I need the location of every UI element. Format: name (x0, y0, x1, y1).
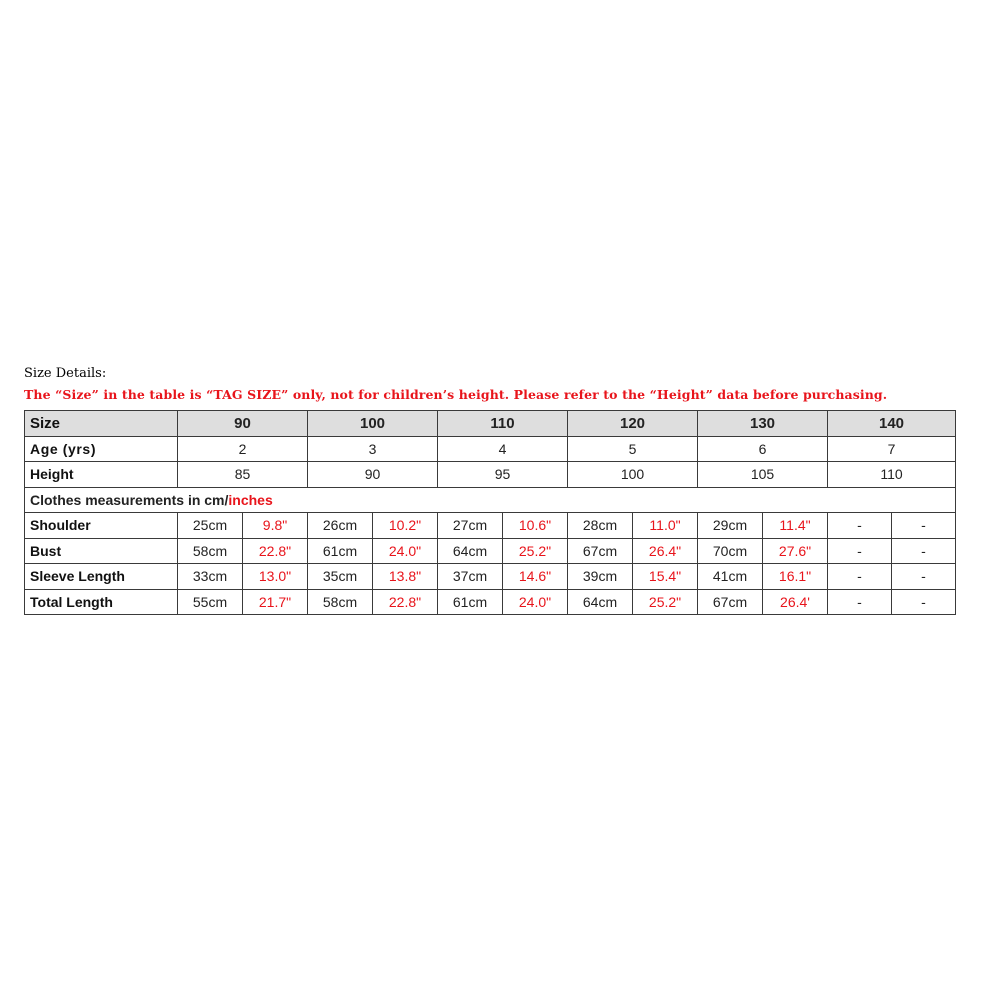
height-row (25, 462, 956, 488)
height-cell: 90 (308, 462, 438, 488)
section-row (25, 487, 956, 513)
cm-cell: 27cm (438, 513, 503, 539)
section-label-inches: inches (228, 491, 273, 508)
cm-cell: 37cm (438, 564, 503, 590)
cm-cell: 58cm (178, 538, 243, 564)
height-cell: 85 (178, 462, 308, 488)
cm-cell: 29cm (698, 513, 763, 539)
inch-cell: 10.2" (373, 513, 438, 539)
inch-cell: 25.2" (503, 538, 568, 564)
cm-cell: 64cm (438, 538, 503, 564)
empty-cell: - (892, 513, 956, 539)
inch-cell: 11.4" (763, 513, 828, 539)
empty-cell: - (828, 564, 892, 590)
inch-cell: 9.8" (243, 513, 308, 539)
cm-cell: 26cm (308, 513, 373, 539)
height-label: Height (25, 462, 178, 488)
empty-cell: - (892, 589, 956, 615)
cm-cell: 33cm (178, 564, 243, 590)
inch-cell: 14.6" (503, 564, 568, 590)
inch-cell: 21.7" (243, 589, 308, 615)
section-label: Clothes measurements in cm/ (30, 491, 229, 508)
age-label: Age (yrs) (25, 436, 178, 462)
size-notice: The “Size” in the table is “TAG SIZE” only, not for children’s height. Please refer to the “Height” data before purchasing. (24, 387, 888, 402)
cm-cell: 61cm (308, 538, 373, 564)
size-cell: 140 (828, 411, 956, 437)
cm-cell: 61cm (438, 589, 503, 615)
measurement-row-bust (25, 538, 956, 564)
empty-cell: - (892, 538, 956, 564)
age-cell: 5 (568, 436, 698, 462)
measurement-row-shoulder (25, 513, 956, 539)
height-cell: 110 (828, 462, 956, 488)
measurements-section-heading (25, 487, 956, 513)
cm-cell: 55cm (178, 589, 243, 615)
size-cell: 90 (178, 411, 308, 437)
inch-cell: 27.6" (763, 538, 828, 564)
inch-cell: 22.8" (373, 589, 438, 615)
empty-cell: - (828, 538, 892, 564)
age-cell: 4 (438, 436, 568, 462)
inch-cell: 11.0" (633, 513, 698, 539)
empty-cell: - (892, 564, 956, 590)
inch-cell: 26.4" (633, 538, 698, 564)
empty-cell: - (828, 513, 892, 539)
inch-cell: 22.8" (243, 538, 308, 564)
inch-cell: 16.1" (763, 564, 828, 590)
cm-cell: 67cm (568, 538, 633, 564)
size-chart-table (24, 410, 956, 615)
inch-cell: 13.0" (243, 564, 308, 590)
measurement-label: Sleeve Length (25, 564, 178, 590)
size-cell: 130 (698, 411, 828, 437)
inch-cell: 13.8" (373, 564, 438, 590)
height-cell: 95 (438, 462, 568, 488)
age-cell: 2 (178, 436, 308, 462)
cm-cell: 28cm (568, 513, 633, 539)
measurement-label: Bust (25, 538, 178, 564)
cm-cell: 25cm (178, 513, 243, 539)
measurement-row-sleeve-length (25, 564, 956, 590)
inch-cell: 24.0" (373, 538, 438, 564)
inch-cell: 10.6" (503, 513, 568, 539)
size-cell: 120 (568, 411, 698, 437)
cm-cell: 41cm (698, 564, 763, 590)
cm-cell: 64cm (568, 589, 633, 615)
inch-cell: 26.4' (763, 589, 828, 615)
age-cell: 3 (308, 436, 438, 462)
measurement-label: Total Length (25, 589, 178, 615)
cm-cell: 35cm (308, 564, 373, 590)
cm-cell: 70cm (698, 538, 763, 564)
inch-cell: 24.0" (503, 589, 568, 615)
cm-cell: 67cm (698, 589, 763, 615)
age-cell: 6 (698, 436, 828, 462)
size-details-header (24, 364, 994, 406)
inch-cell: 25.2" (633, 589, 698, 615)
measurement-label: Shoulder (25, 513, 178, 539)
size-row (25, 411, 956, 437)
height-cell: 100 (568, 462, 698, 488)
page-title: Size Details: (24, 366, 107, 381)
empty-cell: - (828, 589, 892, 615)
cm-cell: 58cm (308, 589, 373, 615)
cm-cell: 39cm (568, 564, 633, 590)
size-cell: 110 (438, 411, 568, 437)
age-cell: 7 (828, 436, 956, 462)
age-row (25, 436, 956, 462)
size-cell: 100 (308, 411, 438, 437)
size-label: Size (25, 411, 178, 437)
height-cell: 105 (698, 462, 828, 488)
measurement-row-total-length (25, 589, 956, 615)
inch-cell: 15.4" (633, 564, 698, 590)
